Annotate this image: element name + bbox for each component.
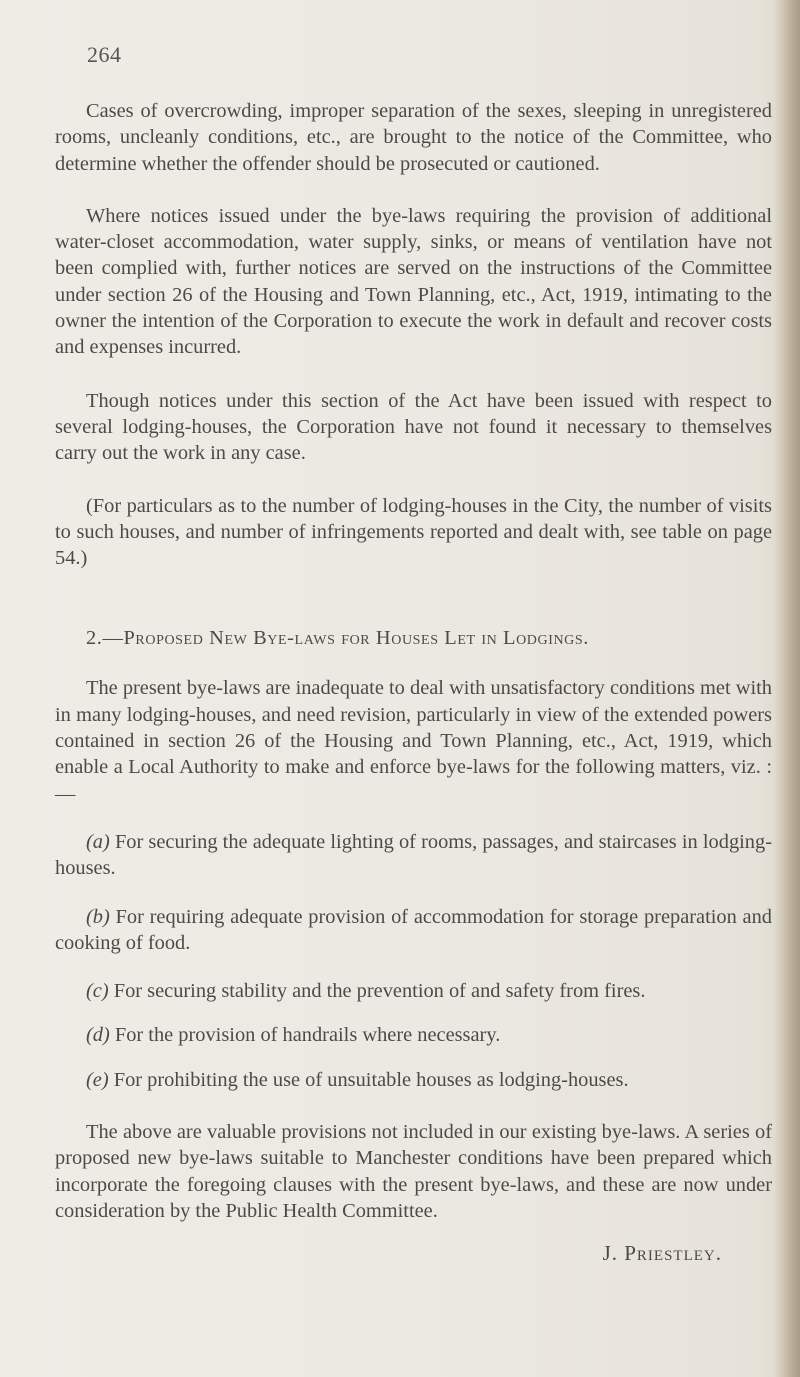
paragraph-intro: The present bye-laws are inadequate to deal with unsatisfactory conditions met with in many lodging-houses, and need revision, particularly in view of the extended powers contained in section 26 of the Housing and Town Planning, etc., Act, 1919, which enable a Local Authority to make and enforce bye-laws for the following matters, viz. :—	[55, 677, 772, 805]
paragraph-notices: Where notices issued under the bye-laws requiring the provision of additional water-closet accommodation, water supply, sinks, or means of ventilation have not been complied with, further notices are served on the instructions of the Committee under section 26 of the Housing and Town Planning, etc., Act, 1919, intimating to the owner the intention of the Corporation to execute the work in default and recover costs and expenses incurred.	[55, 204, 772, 359]
list-item-letter: (e)	[86, 1068, 109, 1091]
list-item-a	[55, 829, 772, 882]
list-item-d	[55, 1022, 772, 1048]
list-item-c	[55, 978, 772, 1004]
list-item-b	[55, 904, 772, 957]
list-item-text: For prohibiting the use of unsuitable houses as lodging-houses.	[108, 1068, 629, 1091]
document-body	[55, 98, 772, 1266]
section-heading: 2.—Proposed New Bye-laws for Houses Let in Lodgings.	[86, 627, 589, 650]
list-item-letter: (c)	[86, 980, 109, 1003]
paragraph-though-notices: Though notices under this section of the Act have been issued with respect to several lodging-houses, the Corporation have not found it necessary to themselves carry out the work in any case.	[55, 389, 772, 465]
list-item-text: For the provision of handrails where necessary.	[109, 1024, 501, 1047]
list-item-text: For requiring adequate provision of accommodation for storage preparation and cooking of food.	[55, 905, 772, 954]
paragraph-closing: The above are valuable provisions not included in our existing bye-laws. A series of proposed new bye-laws suitable to Manchester conditions have been prepared which incorporate the foregoing clauses with the present bye-laws, and these are now under consideration by the Public Health Committee.	[55, 1121, 772, 1222]
list-item-e	[55, 1067, 772, 1093]
list-item-letter: (b)	[86, 905, 110, 928]
list-item-text: For securing the adequate lighting of rooms, passages, and staircases in lodging-houses.	[55, 830, 772, 880]
list-item-text: For securing stability and the prevention of and safety from fires.	[108, 980, 646, 1003]
signature: J. Priestley.	[602, 1241, 722, 1266]
list-item-letter: (d)	[86, 1024, 110, 1047]
page-edge-shadow	[774, 0, 800, 1377]
page-number: 264	[87, 42, 122, 67]
paragraph-cases: Cases of overcrowding, improper separation of the sexes, sleeping in unregistered rooms, uncleanly conditions, etc., are brought to the notice of the Committee, who determine whether the offender should be prosecuted or cautioned.	[55, 100, 772, 175]
paragraph-particulars: (For particulars as to the number of lodging-houses in the City, the number of visits to such houses, and number of infringements reported and dealt with, see table on page 54.)	[55, 494, 772, 570]
list-item-letter: (a)	[86, 830, 110, 853]
